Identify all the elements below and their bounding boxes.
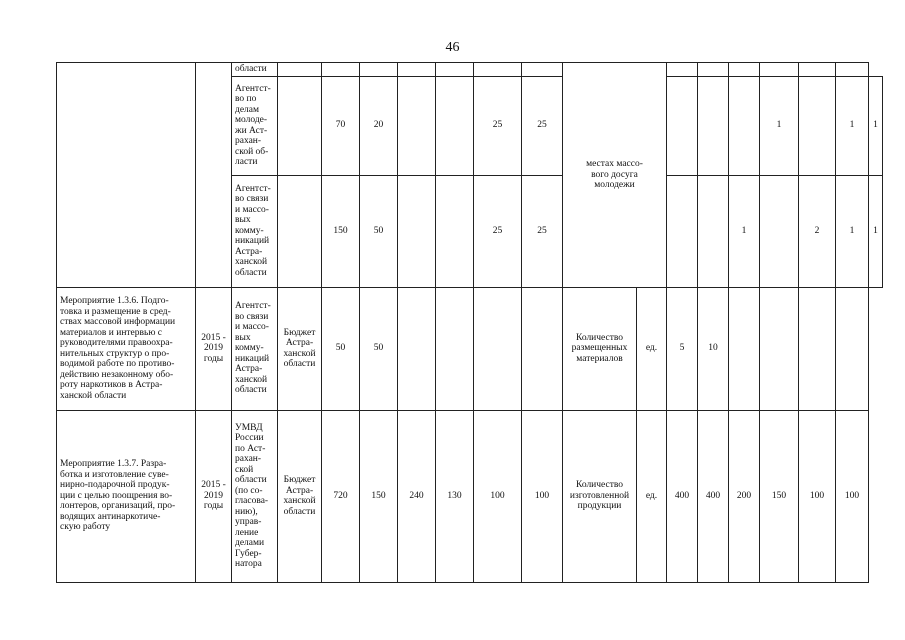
funding-cell: 25: [522, 76, 563, 175]
value-cell: 100: [836, 410, 869, 582]
value-cell: 1: [760, 76, 799, 175]
funding-cell: 150: [322, 175, 360, 287]
executor-cell: Агентст- во по делам молоде- жи Аст- рахан- ской об- ласти: [232, 76, 278, 175]
value-cell: 400: [667, 410, 698, 582]
source-cell: [278, 76, 322, 175]
value-cell: 5: [667, 287, 698, 410]
funding-cell: 50: [360, 175, 398, 287]
value-cell: 200: [729, 410, 760, 582]
funding-cell: 720: [322, 410, 360, 582]
value-cell: 10: [698, 287, 729, 410]
years-cell: 2015 - 2019 годы: [196, 287, 232, 410]
funding-cell: 130: [436, 410, 474, 582]
indicator-cell: Количество размещенных материалов: [563, 287, 637, 410]
funding-cell: [474, 287, 522, 410]
funding-cell: 100: [474, 410, 522, 582]
source-cell: Бюджет Астра- ханской области: [278, 410, 322, 582]
funding-cell: [398, 76, 436, 175]
funding-cell: [522, 287, 563, 410]
table-row: [57, 63, 883, 77]
value-cell: 1: [869, 76, 883, 175]
funding-cell: [398, 175, 436, 287]
value-cell: [698, 175, 729, 287]
value-cell: 1: [836, 76, 869, 175]
value-cell: [698, 76, 729, 175]
unit-cell: ед.: [637, 287, 667, 410]
funding-cell: 20: [360, 76, 398, 175]
value-cell: [760, 175, 799, 287]
value-cell: 1: [836, 175, 869, 287]
measure-name-cell: Мероприятие 1.3.7. Разра- ботка и изготовление суве- нирно-подарочной продук- ции с целью поощрения во- лонтеров, организаций, про- водящих антинаркотиче- скую работу: [57, 410, 196, 582]
funding-cell: 100: [522, 410, 563, 582]
funding-cell: 150: [360, 410, 398, 582]
funding-cell: 50: [322, 287, 360, 410]
funding-cell: [398, 287, 436, 410]
executor-cell: УМВД России по Аст- рахан- ской области (по со- гласова- нию), управ- ление делами Губер- натора: [232, 410, 278, 582]
value-cell: 150: [760, 410, 799, 582]
funding-cell: 25: [474, 175, 522, 287]
measure-name-cell-empty: [57, 63, 196, 288]
years-cell-empty: [196, 63, 232, 288]
unit-cell: [667, 175, 698, 287]
funding-cell: 25: [474, 76, 522, 175]
executor-cell: Агентст- во связи и массо- вых комму- никаций Астра- ханской области: [232, 287, 278, 410]
value-cell: 2: [799, 175, 836, 287]
funding-cell: [436, 175, 474, 287]
value-cell: 100: [799, 410, 836, 582]
executor-cell: области: [232, 63, 278, 77]
value-cell: [760, 287, 799, 410]
funding-cell: 70: [322, 76, 360, 175]
funding-cell: [436, 76, 474, 175]
table-row: [57, 410, 883, 582]
unit-cell: [667, 76, 698, 175]
program-table: [56, 62, 883, 583]
funding-cell: 50: [360, 287, 398, 410]
funding-cell: 25: [522, 175, 563, 287]
measure-name-cell: Мероприятие 1.3.6. Подго- товка и размещение в сред- ствах массовой информации материалов и интервью с руководителями правоохра- нительных структур о про- водимой работе по противо- действию незаконному обо- роту наркотиков в Астра- ханской области: [57, 287, 196, 410]
table-row: [57, 287, 883, 410]
page-number: 46: [445, 40, 460, 55]
indicator-cell: местах массо- вого досуга молодежи: [563, 63, 667, 288]
years-cell: 2015 - 2019 годы: [196, 410, 232, 582]
value-cell: [729, 76, 760, 175]
value-cell: [799, 287, 836, 410]
value-cell: 1: [729, 175, 760, 287]
value-cell: 1: [869, 175, 883, 287]
funding-cell: [436, 287, 474, 410]
value-cell: [799, 76, 836, 175]
value-cell: 400: [698, 410, 729, 582]
funding-cell: 240: [398, 410, 436, 582]
value-cell: [729, 287, 760, 410]
source-cell: [278, 175, 322, 287]
source-cell: Бюджет Астра- ханской области: [278, 287, 322, 410]
executor-cell: Агентст- во связи и массо- вых комму- никаций Астра- ханской области: [232, 175, 278, 287]
unit-cell: ед.: [637, 410, 667, 582]
value-cell: [836, 287, 869, 410]
indicator-cell: Количество изготовленной продукции: [563, 410, 637, 582]
